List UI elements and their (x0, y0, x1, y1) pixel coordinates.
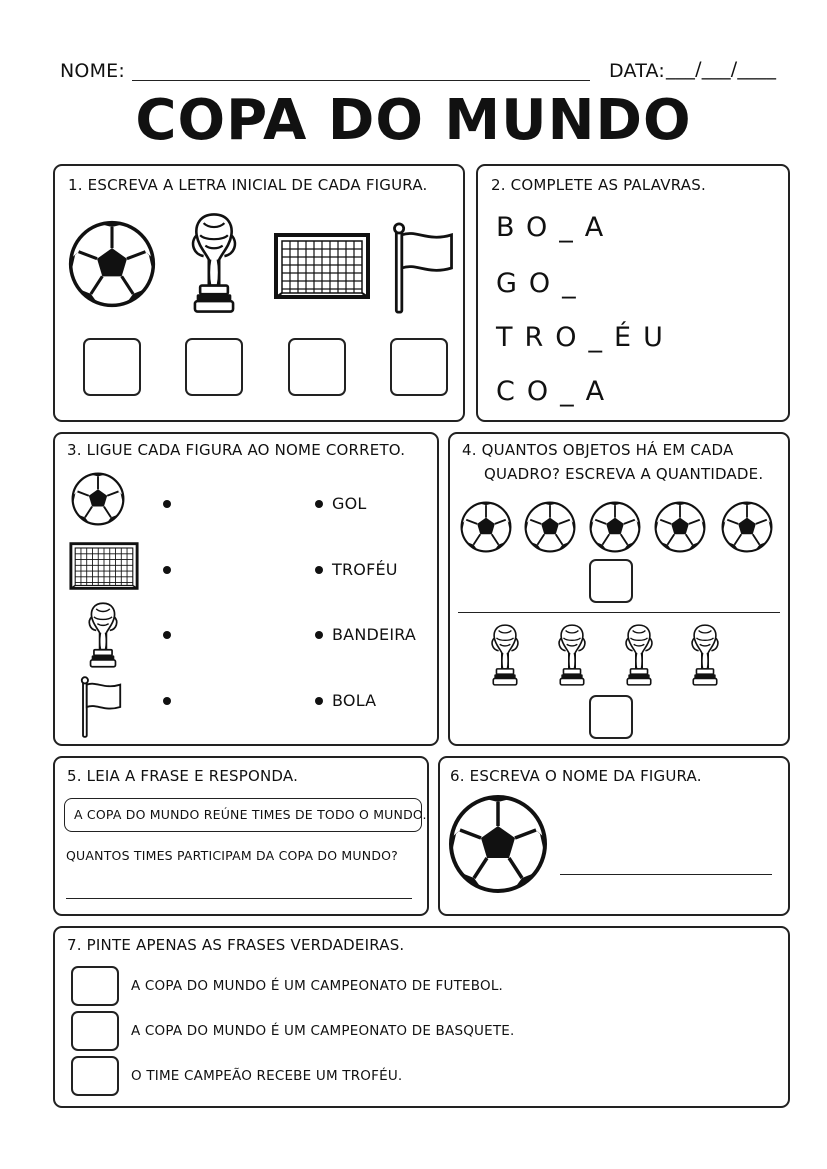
trophy-icon (489, 620, 521, 690)
sentence-text: A COPA DO MUNDO REÚNE TIMES DE TODO O MUNDO. (74, 807, 427, 822)
q4-divider (458, 612, 780, 613)
soccer-ball-icon (589, 501, 641, 553)
name-option: BOLA (332, 691, 377, 710)
soccer-ball-icon (68, 220, 156, 308)
soccer-ball-icon (448, 794, 548, 894)
name-option: GOL (332, 494, 367, 513)
trophy-icon (623, 620, 655, 690)
left-connect-dot[interactable] (163, 631, 171, 639)
statement-3: O TIME CAMPEÃO RECEBE UM TROFÉU. (131, 1068, 403, 1084)
trophy-icon (689, 620, 721, 690)
soccer-ball-icon (71, 472, 125, 526)
date-label: DATA: (609, 60, 666, 82)
question-4-prompt-line-1: 4. QUANTOS OBJETOS HÁ EM CADA (462, 441, 734, 459)
q1-answer-box-2[interactable] (185, 338, 243, 396)
soccer-ball-icon (721, 501, 773, 553)
page-title: COPA DO MUNDO (135, 88, 692, 153)
trophy-icon (86, 600, 120, 670)
statement-1: A COPA DO MUNDO É UM CAMPEONATO DE FUTEBOL. (131, 978, 504, 994)
name-option: TROFÉU (332, 560, 398, 579)
soccer-ball-icon (524, 501, 576, 553)
ball-count-box[interactable] (589, 559, 633, 603)
soccer-ball-icon (460, 501, 512, 553)
name-option: BANDEIRA (332, 625, 417, 644)
name-label: NOME: (60, 60, 125, 82)
flag-icon (390, 222, 456, 314)
goal-net-icon (272, 230, 372, 302)
left-connect-dot[interactable] (163, 697, 171, 705)
right-connect-dot[interactable] (315, 631, 323, 639)
statement-checkbox-2[interactable] (71, 1011, 119, 1051)
left-connect-dot[interactable] (163, 566, 171, 574)
right-connect-dot[interactable] (315, 566, 323, 574)
trophy-icon (188, 206, 240, 320)
word-4[interactable]: CO_A (496, 376, 617, 407)
question-5-question: QUANTOS TIMES PARTICIPAM DA COPA DO MUNDO? (66, 848, 399, 863)
statement-checkbox-3[interactable] (71, 1056, 119, 1096)
statement-checkbox-1[interactable] (71, 966, 119, 1006)
q1-answer-box-4[interactable] (390, 338, 448, 396)
question-1-prompt: 1. ESCREVA A LETRA INICIAL DE CADA FIGURA. (68, 176, 428, 194)
trophy-icon (556, 620, 588, 690)
flag-icon (78, 676, 124, 738)
soccer-ball-icon (654, 501, 706, 553)
question-4-prompt-line-2: QUADRO? ESCREVA A QUANTIDADE. (484, 465, 764, 483)
q1-answer-box-1[interactable] (83, 338, 141, 396)
left-connect-dot[interactable] (163, 500, 171, 508)
q6-answer-line[interactable] (560, 874, 772, 875)
word-3[interactable]: TRO_ÉU (496, 322, 675, 353)
date-blank[interactable]: ___/___/____ (666, 58, 777, 80)
word-2[interactable]: GO_ (496, 268, 588, 299)
word-1[interactable]: BO_A (496, 212, 616, 243)
name-answer-line[interactable] (132, 80, 590, 81)
question-7-prompt: 7. PINTE APENAS AS FRASES VERDADEIRAS. (67, 936, 405, 954)
right-connect-dot[interactable] (315, 697, 323, 705)
q5-answer-line[interactable] (66, 898, 412, 899)
question-6-prompt: 6. ESCREVA O NOME DA FIGURA. (450, 767, 702, 785)
trophy-count-box[interactable] (589, 695, 633, 739)
question-5-prompt: 5. LEIA A FRASE E RESPONDA. (67, 767, 299, 785)
question-2-prompt: 2. COMPLETE AS PALAVRAS. (491, 176, 706, 194)
right-connect-dot[interactable] (315, 500, 323, 508)
goal-net-icon (68, 540, 140, 592)
q1-answer-box-3[interactable] (288, 338, 346, 396)
question-3-prompt: 3. LIGUE CADA FIGURA AO NOME CORRETO. (67, 441, 406, 459)
statement-2: A COPA DO MUNDO É UM CAMPEONATO DE BASQUETE. (131, 1023, 515, 1039)
